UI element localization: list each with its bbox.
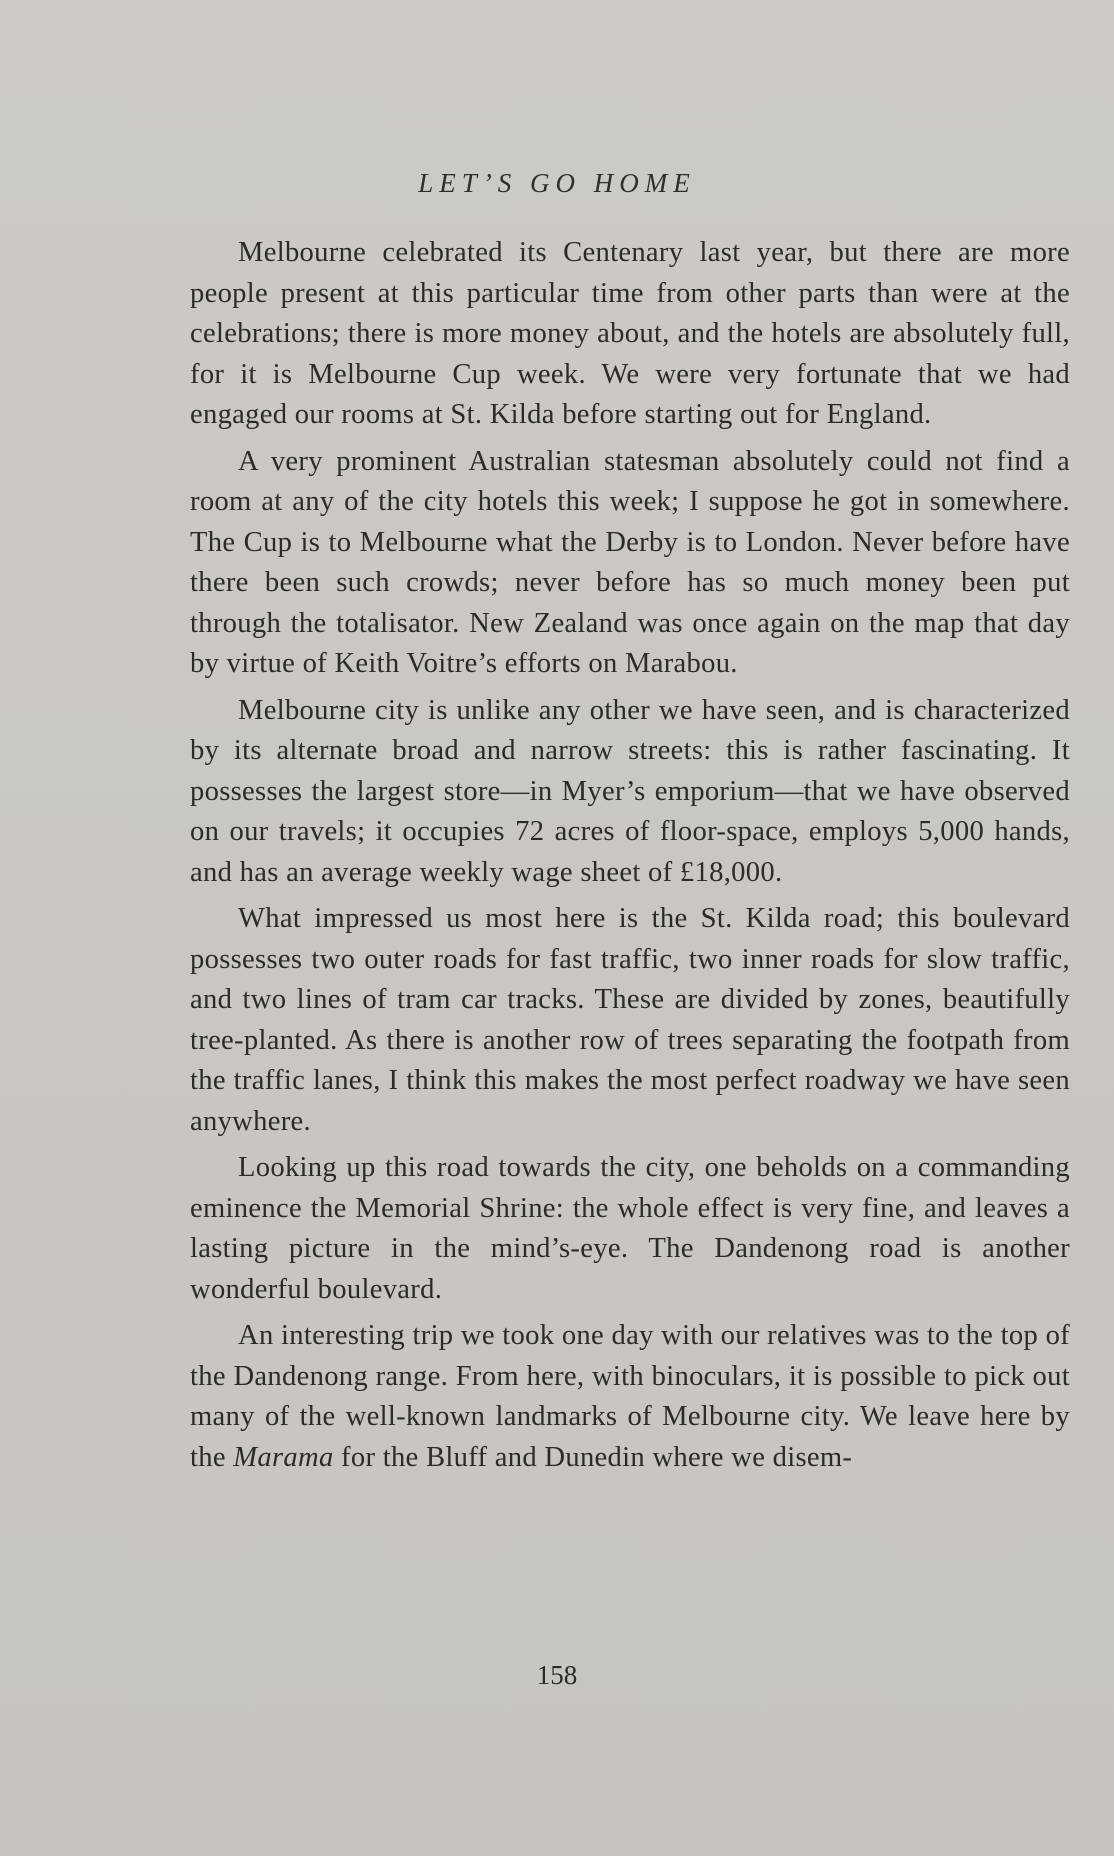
running-head: LET’S GO HOME [418, 168, 696, 198]
page-number: 158 [536, 1660, 578, 1690]
paragraph-3: Melbourne city is unlike any other we have seen, and is characterized by its alternate broad and narrow streets: this is rather fascinating. It possesses the largest store—in Myer’s emporium—that we have observed on our travels; it occupies 72 acres of floor-space, employs 5,000 hands, and has an average weekly wage sheet of £18,000. [190, 694, 1070, 888]
paragraph-4: What impressed us most here is the St. Kilda road; this boulevard possesses two outer roads for fast traffic, two inner roads for slow traffic, and two lines of tram car tracks. These are divided by zones, beautifully tree-planted. As there is another row of trees separating the footpath from the traffic lanes, I think this makes the most perfect roadway we have seen anywhere. [190, 903, 1070, 1137]
body-text [190, 233, 1070, 1484]
paragraph-1: Melbourne celebrated its Centenary last year, but there are more people present at this particular time from other parts than were at the celebrations; there is more money about, and the hotels are absolutely full, for it is Melbourne Cup week. We were very fortunate that we had engaged our rooms at St. Kilda before starting out for England. [190, 237, 1070, 430]
paragraph-6-text-after: for the Bluff and Dunedin where we disem- [333, 1441, 853, 1473]
paragraph-5: Looking up this road towards the city, one beholds on a commanding eminence the Memorial Shrine: the whole effect is very fine, and leaves a lasting picture in the mind’s-eye. The Dandenong road is another wonderful boulevard. [190, 1152, 1070, 1305]
paragraph-2: A very prominent Australian statesman absolutely could not find a room at any of the city hotels this week; I suppose he got in somewhere. The Cup is to Melbourne what the Derby is to London. Never before have there been such crowds; never before has so much money been put through the totalisator. New Zealand was once again on the map that day by virtue of Keith Voitre’s efforts on Marabou. [190, 445, 1070, 679]
paragraph-6-text-before: An interesting trip we took one day with our relatives was to the top of the Dandenong range. From here, with binoculars, it is possible to pick out many of the well-known landmarks of Melbourne city. We leave here by the [190, 1320, 1070, 1473]
ship-name-italic: Marama [233, 1441, 334, 1473]
paragraph-6 [190, 1316, 1070, 1478]
